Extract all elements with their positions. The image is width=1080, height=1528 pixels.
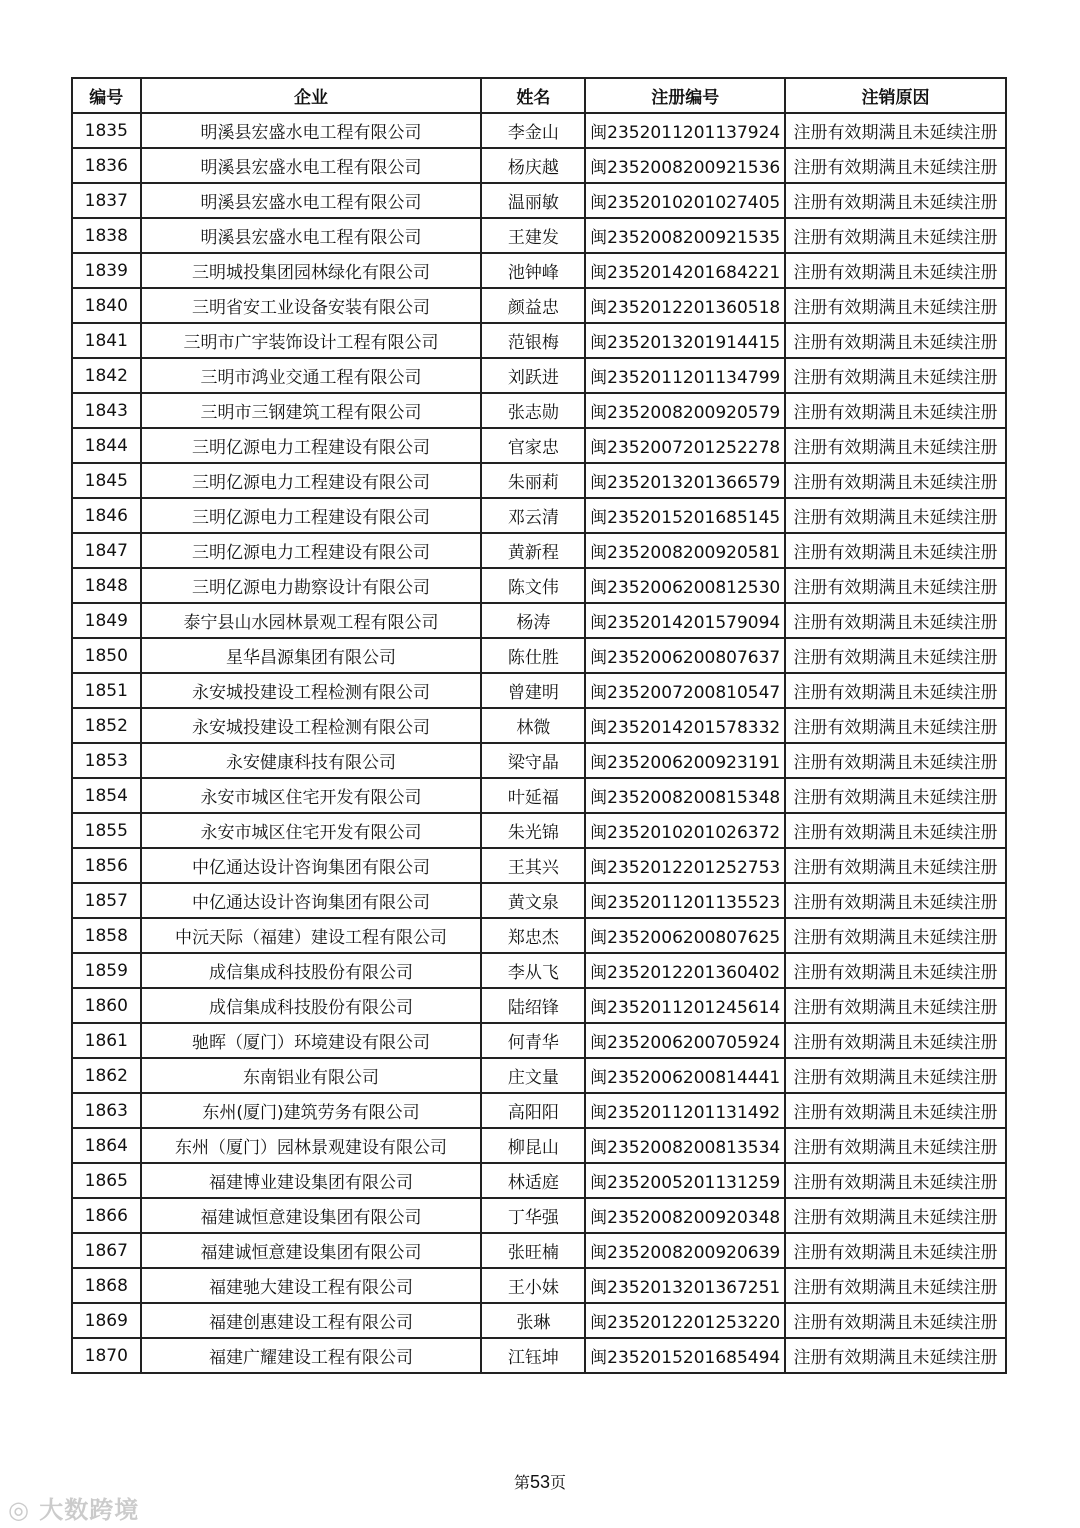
- table-row: [72, 813, 1006, 848]
- cell-reason: 注册有效期满且未延续注册: [785, 953, 1006, 988]
- cell-id: 1845: [72, 463, 141, 498]
- cell-reg-no: 闽2352010201026372: [585, 813, 785, 848]
- page-suffix: 页: [550, 1473, 567, 1492]
- cell-company: 中亿通达设计咨询集团有限公司: [141, 883, 482, 918]
- cell-name: 梁守晶: [481, 743, 585, 778]
- cell-reg-no: 闽2352015201685494: [585, 1338, 785, 1373]
- cell-name: 陆绍锋: [481, 988, 585, 1023]
- table-row: [72, 358, 1006, 393]
- cell-reg-no: 闽2352008200813534: [585, 1128, 785, 1163]
- cell-reason: 注册有效期满且未延续注册: [785, 393, 1006, 428]
- cell-id: 1849: [72, 603, 141, 638]
- cell-reason: 注册有效期满且未延续注册: [785, 358, 1006, 393]
- cell-id: 1838: [72, 218, 141, 253]
- cell-id: 1842: [72, 358, 141, 393]
- cell-reg-no: 闽2352006200705924: [585, 1023, 785, 1058]
- cell-reg-no: 闽2352014201684221: [585, 253, 785, 288]
- cell-company: 永安健康科技有限公司: [141, 743, 482, 778]
- cancellation-table: [71, 77, 1007, 1374]
- cell-reg-no: 闽2352013201366579: [585, 463, 785, 498]
- cell-reason: 注册有效期满且未延续注册: [785, 638, 1006, 673]
- cell-name: 林微: [481, 708, 585, 743]
- table-row: [72, 463, 1006, 498]
- cell-id: 1840: [72, 288, 141, 323]
- cell-name: 邓云清: [481, 498, 585, 533]
- cell-reason: 注册有效期满且未延续注册: [785, 1163, 1006, 1198]
- cell-reason: 注册有效期满且未延续注册: [785, 1128, 1006, 1163]
- cell-id: 1850: [72, 638, 141, 673]
- watermark-logo: ◎ 大数跨境: [8, 1496, 140, 1524]
- cell-company: 福建广耀建设工程有限公司: [141, 1338, 482, 1373]
- cell-reason: 注册有效期满且未延续注册: [785, 1093, 1006, 1128]
- cell-name: 林适庭: [481, 1163, 585, 1198]
- table-row: [72, 953, 1006, 988]
- cell-company: 福建创惠建设工程有限公司: [141, 1303, 482, 1338]
- cell-id: 1847: [72, 533, 141, 568]
- table-row: [72, 1338, 1006, 1373]
- table-row: [72, 708, 1006, 743]
- cell-company: 星华昌源集团有限公司: [141, 638, 482, 673]
- cell-reg-no: 闽2352010201027405: [585, 183, 785, 218]
- cell-name: 张旺楠: [481, 1233, 585, 1268]
- cell-name: 丁华强: [481, 1198, 585, 1233]
- cell-reg-no: 闽2352008200920581: [585, 533, 785, 568]
- cell-id: 1870: [72, 1338, 141, 1373]
- table-row: [72, 1023, 1006, 1058]
- table-row: [72, 918, 1006, 953]
- cell-name: 江钰坤: [481, 1338, 585, 1373]
- cell-company: 福建诚恒意建设集团有限公司: [141, 1233, 482, 1268]
- cell-company: 三明城投集团园林绿化有限公司: [141, 253, 482, 288]
- cell-company: 三明亿源电力工程建设有限公司: [141, 533, 482, 568]
- cell-reason: 注册有效期满且未延续注册: [785, 113, 1006, 148]
- cell-id: 1853: [72, 743, 141, 778]
- cell-reg-no: 闽2352014201578332: [585, 708, 785, 743]
- cell-reason: 注册有效期满且未延续注册: [785, 253, 1006, 288]
- cell-name: 柳昆山: [481, 1128, 585, 1163]
- header-reg-no: 注册编号: [585, 78, 785, 113]
- cell-reg-no: 闽2352005201131259: [585, 1163, 785, 1198]
- cell-company: 明溪县宏盛水电工程有限公司: [141, 148, 482, 183]
- cell-reason: 注册有效期满且未延续注册: [785, 533, 1006, 568]
- cell-reason: 注册有效期满且未延续注册: [785, 1303, 1006, 1338]
- table-row: [72, 1233, 1006, 1268]
- cell-reg-no: 闽2352008200921535: [585, 218, 785, 253]
- cell-company: 明溪县宏盛水电工程有限公司: [141, 113, 482, 148]
- table-row: [72, 603, 1006, 638]
- cell-id: 1839: [72, 253, 141, 288]
- table-row: [72, 673, 1006, 708]
- cell-id: 1860: [72, 988, 141, 1023]
- cell-reg-no: 闽2352006200923191: [585, 743, 785, 778]
- cell-name: 何青华: [481, 1023, 585, 1058]
- cell-company: 福建博业建设集团有限公司: [141, 1163, 482, 1198]
- cell-company: 三明市鸿业交通工程有限公司: [141, 358, 482, 393]
- cell-id: 1848: [72, 568, 141, 603]
- cell-reg-no: 闽2352007201252278: [585, 428, 785, 463]
- table-row: [72, 323, 1006, 358]
- cell-id: 1855: [72, 813, 141, 848]
- cell-reason: 注册有效期满且未延续注册: [785, 1023, 1006, 1058]
- table-row: [72, 1058, 1006, 1093]
- table-row: [72, 498, 1006, 533]
- cell-reason: 注册有效期满且未延续注册: [785, 988, 1006, 1023]
- cell-reg-no: 闽2352011201134799: [585, 358, 785, 393]
- cell-id: 1864: [72, 1128, 141, 1163]
- cell-company: 三明亿源电力工程建设有限公司: [141, 498, 482, 533]
- cell-id: 1837: [72, 183, 141, 218]
- cell-company: 明溪县宏盛水电工程有限公司: [141, 218, 482, 253]
- cell-name: 官家忠: [481, 428, 585, 463]
- cell-reason: 注册有效期满且未延续注册: [785, 883, 1006, 918]
- page-number: [0, 1470, 1080, 1493]
- cell-name: 庄文量: [481, 1058, 585, 1093]
- cell-company: 成信集成科技股份有限公司: [141, 988, 482, 1023]
- table-row: [72, 848, 1006, 883]
- cell-company: 三明市广宇装饰设计工程有限公司: [141, 323, 482, 358]
- table-row: [72, 218, 1006, 253]
- cell-name: 王小妹: [481, 1268, 585, 1303]
- cell-reason: 注册有效期满且未延续注册: [785, 918, 1006, 953]
- watermark-text: 大数跨境: [39, 1496, 140, 1524]
- cell-reason: 注册有效期满且未延续注册: [785, 218, 1006, 253]
- cell-reg-no: 闽2352011201137924: [585, 113, 785, 148]
- cell-reg-no: 闽2352012201253220: [585, 1303, 785, 1338]
- cell-company: 三明市三钢建筑工程有限公司: [141, 393, 482, 428]
- cell-reason: 注册有效期满且未延续注册: [785, 673, 1006, 708]
- cell-reason: 注册有效期满且未延续注册: [785, 1058, 1006, 1093]
- cell-reason: 注册有效期满且未延续注册: [785, 1268, 1006, 1303]
- cell-reason: 注册有效期满且未延续注册: [785, 568, 1006, 603]
- cell-reg-no: 闽2352008200921536: [585, 148, 785, 183]
- cell-name: 王其兴: [481, 848, 585, 883]
- cell-company: 明溪县宏盛水电工程有限公司: [141, 183, 482, 218]
- cell-company: 福建驰大建设工程有限公司: [141, 1268, 482, 1303]
- cell-reg-no: 闽2352012201252753: [585, 848, 785, 883]
- cell-reason: 注册有效期满且未延续注册: [785, 1198, 1006, 1233]
- cell-company: 永安市城区住宅开发有限公司: [141, 778, 482, 813]
- cell-company: 东州（厦门）园林景观建设有限公司: [141, 1128, 482, 1163]
- cell-id: 1835: [72, 113, 141, 148]
- table-row: [72, 1128, 1006, 1163]
- cell-id: 1854: [72, 778, 141, 813]
- cell-name: 刘跃进: [481, 358, 585, 393]
- cell-reason: 注册有效期满且未延续注册: [785, 428, 1006, 463]
- page-value: 53: [529, 1472, 551, 1492]
- cell-name: 黄文泉: [481, 883, 585, 918]
- cell-id: 1868: [72, 1268, 141, 1303]
- cell-reg-no: 闽2352008200920639: [585, 1233, 785, 1268]
- cell-reg-no: 闽2352006200807625: [585, 918, 785, 953]
- cell-reason: 注册有效期满且未延续注册: [785, 498, 1006, 533]
- cell-id: 1851: [72, 673, 141, 708]
- table-row: [72, 1093, 1006, 1128]
- table-row: [72, 148, 1006, 183]
- cell-reg-no: 闽2352013201367251: [585, 1268, 785, 1303]
- cell-reason: 注册有效期满且未延续注册: [785, 743, 1006, 778]
- cell-reg-no: 闽2352006200812530: [585, 568, 785, 603]
- cell-reg-no: 闽2352015201685145: [585, 498, 785, 533]
- cell-company: 中亿通达设计咨询集团有限公司: [141, 848, 482, 883]
- table-row: [72, 428, 1006, 463]
- cell-company: 永安市城区住宅开发有限公司: [141, 813, 482, 848]
- cell-reg-no: 闽2352008200920348: [585, 1198, 785, 1233]
- cell-reason: 注册有效期满且未延续注册: [785, 183, 1006, 218]
- cell-reason: 注册有效期满且未延续注册: [785, 813, 1006, 848]
- header-row: [72, 78, 1006, 113]
- cell-reason: 注册有效期满且未延续注册: [785, 1233, 1006, 1268]
- cell-reg-no: 闽2352013201914415: [585, 323, 785, 358]
- cell-id: 1861: [72, 1023, 141, 1058]
- cell-id: 1857: [72, 883, 141, 918]
- cell-id: 1843: [72, 393, 141, 428]
- cell-id: 1856: [72, 848, 141, 883]
- cell-reason: 注册有效期满且未延续注册: [785, 1338, 1006, 1373]
- cell-name: 郑忠杰: [481, 918, 585, 953]
- cell-name: 曾建明: [481, 673, 585, 708]
- cell-reg-no: 闽2352012201360518: [585, 288, 785, 323]
- cell-name: 张琳: [481, 1303, 585, 1338]
- cell-reg-no: 闽2352011201131492: [585, 1093, 785, 1128]
- cell-name: 杨涛: [481, 603, 585, 638]
- cell-reason: 注册有效期满且未延续注册: [785, 708, 1006, 743]
- cell-reg-no: 闽2352007200810547: [585, 673, 785, 708]
- cell-name: 杨庆越: [481, 148, 585, 183]
- table-row: [72, 743, 1006, 778]
- cell-name: 高阳阳: [481, 1093, 585, 1128]
- cell-company: 泰宁县山水园林景观工程有限公司: [141, 603, 482, 638]
- cell-id: 1863: [72, 1093, 141, 1128]
- cell-reg-no: 闽2352008200920579: [585, 393, 785, 428]
- cell-company: 成信集成科技股份有限公司: [141, 953, 482, 988]
- cell-id: 1867: [72, 1233, 141, 1268]
- cell-reg-no: 闽2352011201135523: [585, 883, 785, 918]
- cell-reg-no: 闽2352012201360402: [585, 953, 785, 988]
- cell-reg-no: 闽2352008200815348: [585, 778, 785, 813]
- cell-name: 范银梅: [481, 323, 585, 358]
- table-row: [72, 183, 1006, 218]
- cell-company: 中沅天际（福建）建设工程有限公司: [141, 918, 482, 953]
- cell-id: 1836: [72, 148, 141, 183]
- cell-reason: 注册有效期满且未延续注册: [785, 288, 1006, 323]
- table-row: [72, 988, 1006, 1023]
- cell-reason: 注册有效期满且未延续注册: [785, 323, 1006, 358]
- cell-id: 1852: [72, 708, 141, 743]
- cell-reg-no: 闽2352014201579094: [585, 603, 785, 638]
- table-row: [72, 778, 1006, 813]
- cell-reg-no: 闽2352006200807637: [585, 638, 785, 673]
- cell-company: 永安城投建设工程检测有限公司: [141, 708, 482, 743]
- table-row: [72, 533, 1006, 568]
- cell-company: 三明亿源电力工程建设有限公司: [141, 428, 482, 463]
- cell-id: 1841: [72, 323, 141, 358]
- table-row: [72, 568, 1006, 603]
- cell-company: 驰晖（厦门）环境建设有限公司: [141, 1023, 482, 1058]
- header-reason: 注销原因: [785, 78, 1006, 113]
- cell-id: 1869: [72, 1303, 141, 1338]
- header-id: 编号: [72, 78, 141, 113]
- table-row: [72, 883, 1006, 918]
- cell-id: 1862: [72, 1058, 141, 1093]
- cell-name: 黄新程: [481, 533, 585, 568]
- table-row: [72, 113, 1006, 148]
- cell-name: 朱丽莉: [481, 463, 585, 498]
- cell-id: 1844: [72, 428, 141, 463]
- cell-company: 三明省安工业设备安装有限公司: [141, 288, 482, 323]
- cell-id: 1866: [72, 1198, 141, 1233]
- table-row: [72, 288, 1006, 323]
- cell-reg-no: 闽2352006200814441: [585, 1058, 785, 1093]
- table-row: [72, 1198, 1006, 1233]
- header-company: 企业: [141, 78, 482, 113]
- table-row: [72, 1163, 1006, 1198]
- cell-name: 叶延福: [481, 778, 585, 813]
- cell-reg-no: 闽2352011201245614: [585, 988, 785, 1023]
- cell-reason: 注册有效期满且未延续注册: [785, 778, 1006, 813]
- cell-name: 李从飞: [481, 953, 585, 988]
- cell-name: 温丽敏: [481, 183, 585, 218]
- cell-name: 池钟峰: [481, 253, 585, 288]
- cell-name: 王建发: [481, 218, 585, 253]
- table-row: [72, 253, 1006, 288]
- cell-company: 永安城投建设工程检测有限公司: [141, 673, 482, 708]
- cell-id: 1858: [72, 918, 141, 953]
- cell-name: 陈文伟: [481, 568, 585, 603]
- cell-name: 颜益忠: [481, 288, 585, 323]
- cell-id: 1865: [72, 1163, 141, 1198]
- cell-company: 东南铝业有限公司: [141, 1058, 482, 1093]
- cell-company: 东州(厦门)建筑劳务有限公司: [141, 1093, 482, 1128]
- cell-reason: 注册有效期满且未延续注册: [785, 603, 1006, 638]
- cell-id: 1846: [72, 498, 141, 533]
- cell-company: 三明亿源电力勘察设计有限公司: [141, 568, 482, 603]
- cell-id: 1859: [72, 953, 141, 988]
- cell-name: 李金山: [481, 113, 585, 148]
- cell-company: 三明亿源电力工程建设有限公司: [141, 463, 482, 498]
- cell-reason: 注册有效期满且未延续注册: [785, 848, 1006, 883]
- table-row: [72, 1303, 1006, 1338]
- page-prefix: 第: [513, 1473, 530, 1492]
- cell-reason: 注册有效期满且未延续注册: [785, 463, 1006, 498]
- header-name: 姓名: [481, 78, 585, 113]
- cell-company: 福建诚恒意建设集团有限公司: [141, 1198, 482, 1233]
- table-row: [72, 1268, 1006, 1303]
- cell-name: 陈仕胜: [481, 638, 585, 673]
- cell-reason: 注册有效期满且未延续注册: [785, 148, 1006, 183]
- table-row: [72, 393, 1006, 428]
- cell-name: 朱光锦: [481, 813, 585, 848]
- cell-name: 张志勋: [481, 393, 585, 428]
- table-row: [72, 638, 1006, 673]
